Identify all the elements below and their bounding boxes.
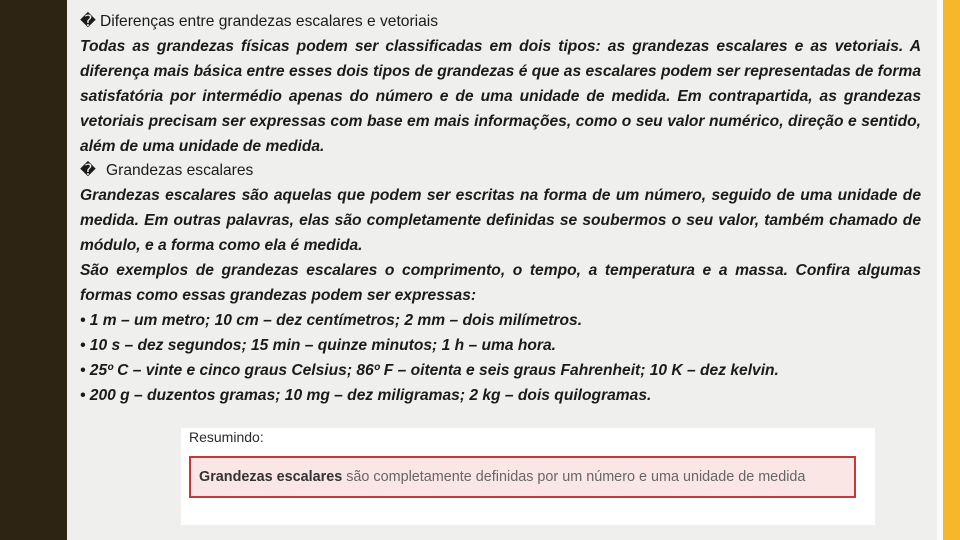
slide-content	[80, 10, 921, 409]
example-item-length: • 1 m – um metro; 10 cm – dez centímetros; 2 mm – dois milímetros.	[80, 311, 583, 329]
summary-bold-text: Grandezas escalares	[199, 469, 343, 485]
example-item-mass: • 200 g – duzentos gramas; 10 mg – dez miligramas; 2 kg – dois quilogramas.	[80, 386, 652, 404]
right-accent-bar	[943, 0, 960, 540]
bullet-box-icon: �	[80, 162, 96, 180]
summary-highlight-box	[189, 456, 856, 498]
heading-differences	[80, 10, 921, 35]
left-decorative-bar	[0, 0, 67, 540]
paragraph-scalar-definition: Grandezas escalares são aquelas que podem ser escritas na forma de um número, seguido de uma unidade de medida. Em outras palavras, elas são completamente definidas se soubermos o seu valor, também chamado de módulo, e a forma como ela é medida.	[80, 187, 921, 255]
example-item-temperature: • 25º C – vinte e cinco graus Celsius; 86º F – oitenta e seis graus Fahrenheit; 10 K – dez kelvin.	[80, 361, 779, 379]
summary-rest-text: são completamente definidas por um número e uma unidade de medida	[342, 469, 806, 485]
paragraph-scalar-examples: São exemplos de grandezas escalares o comprimento, o tempo, a temperatura e a massa. Confira algumas formas como essas grandezas podem ser expressas:	[80, 262, 921, 304]
heading-scalar	[80, 159, 921, 184]
summary-panel	[181, 428, 875, 525]
paragraph-intro: Todas as grandezas físicas podem ser classificadas em dois tipos: as grandezas escalares e as vetoriais. A diferença mais básica entre esses dois tipos de grandezas é que as escalares podem ser representadas de forma satisfatória por intermédio apenas do número e de uma unidade de medida. Em contrapartida, as grandezas vetoriais precisam ser expressas com base em mais informações, como o seu valor numérico, direção e sentido, além de uma unidade de medida.	[80, 37, 921, 155]
example-item-time: • 10 s – dez segundos; 15 min – quinze minutos; 1 h – uma hora.	[80, 336, 556, 354]
heading-differences-text: Diferenças entre grandezas escalares e vetoriais	[100, 13, 439, 30]
bullet-box-icon: �	[80, 13, 96, 30]
heading-scalar-text: Grandezas escalares	[106, 162, 254, 180]
summary-title: Resumindo:	[189, 429, 264, 445]
